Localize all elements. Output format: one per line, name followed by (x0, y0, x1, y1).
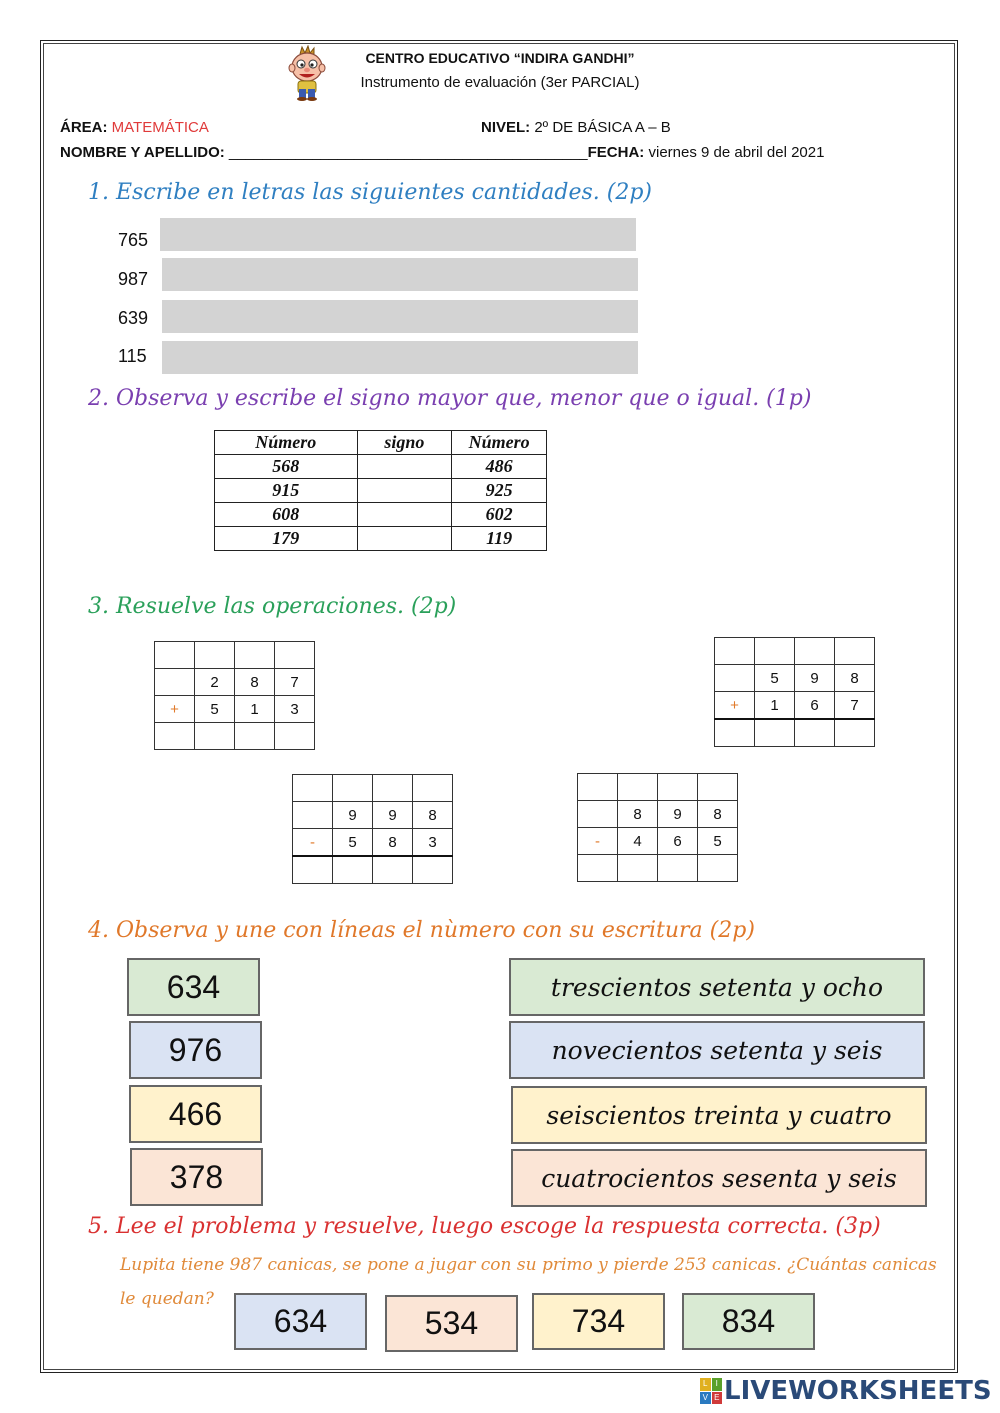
subtraction-grid (292, 774, 453, 884)
empty-cell (293, 802, 333, 829)
number-cell: 602 (452, 503, 547, 527)
digit-cell: 8 (413, 802, 453, 829)
logo-letter: V (700, 1392, 711, 1405)
question-4-title: 4. Observa y une con líneas el nùmero con su escritura (2p) (88, 918, 755, 943)
nombre-fecha-line (60, 144, 824, 161)
nivel-line (481, 119, 671, 136)
carry-cell[interactable] (578, 774, 618, 801)
result-cell[interactable] (715, 719, 755, 747)
q1-answer-field[interactable] (160, 218, 636, 251)
logo-letter: E (712, 1392, 723, 1405)
evaluation-subtitle: Instrumento de evaluación (3er PARCIAL) (360, 74, 640, 91)
result-cell[interactable] (373, 856, 413, 884)
table-row (215, 455, 547, 479)
minus-sign: - (578, 828, 618, 855)
number-cell: 915 (215, 479, 358, 503)
school-name: CENTRO EDUCATIVO “INDIRA GANDHI” (365, 50, 635, 66)
carry-cell[interactable] (715, 638, 755, 665)
match-number-box[interactable]: 976 (129, 1021, 262, 1079)
carry-cell[interactable] (698, 774, 738, 801)
digit-cell: 1 (755, 692, 795, 720)
liveworksheets-wordmark: LIVEWORKSHEETS (724, 1376, 992, 1406)
number-cell: 608 (215, 503, 358, 527)
digit-cell: 5 (698, 828, 738, 855)
carry-cell[interactable] (618, 774, 658, 801)
digit-cell: 3 (413, 829, 453, 857)
q1-answer-field[interactable] (162, 258, 638, 291)
q1-number: 639 (118, 308, 149, 328)
answer-option[interactable]: 634 (234, 1293, 367, 1350)
result-cell[interactable] (698, 855, 738, 882)
carry-cell[interactable] (373, 775, 413, 802)
fecha-label: FECHA: (587, 144, 645, 161)
header-cell: signo (357, 431, 452, 455)
table-row (215, 479, 547, 503)
result-cell[interactable] (755, 719, 795, 747)
area-line (60, 119, 209, 136)
table-header-row (215, 431, 547, 455)
number-cell: 568 (215, 455, 358, 479)
digit-cell: 7 (275, 669, 315, 696)
question-5-title: 5. Lee el problema y resuelve, luego escoge la respuesta correcta. (3p) (88, 1214, 881, 1239)
result-cell[interactable] (235, 723, 275, 750)
fecha-value: viernes 9 de abril del 2021 (648, 144, 825, 161)
answer-option[interactable]: 834 (682, 1293, 815, 1350)
answer-option[interactable]: 734 (532, 1293, 665, 1350)
result-cell[interactable] (293, 856, 333, 884)
result-cell[interactable] (155, 723, 195, 750)
number-cell: 119 (452, 527, 547, 551)
comparison-table (214, 430, 547, 551)
digit-cell: 8 (235, 669, 275, 696)
area-label: ÁREA: (60, 119, 108, 136)
match-word-box[interactable]: seiscientos treinta y cuatro (511, 1086, 927, 1144)
carry-cell[interactable] (658, 774, 698, 801)
problem-text-line-1: Lupita tiene 987 canicas, se pone a jugar con su primo y pierde 253 canicas. ¿Cuántas canicas (120, 1255, 937, 1275)
digit-cell: 6 (658, 828, 698, 855)
q1-number: 765 (118, 230, 149, 250)
match-number-box[interactable]: 634 (127, 958, 260, 1016)
problem-text-line-2: le quedan? (120, 1289, 214, 1309)
match-word-box[interactable]: trescientos setenta y ocho (509, 958, 925, 1016)
result-cell[interactable] (578, 855, 618, 882)
digit-cell: 9 (658, 801, 698, 828)
number-cell: 925 (452, 479, 547, 503)
q1-answer-field[interactable] (162, 300, 638, 333)
result-cell[interactable] (658, 855, 698, 882)
digit-cell: 8 (373, 829, 413, 857)
carry-cell[interactable] (155, 642, 195, 669)
minus-sign: - (293, 829, 333, 857)
result-cell[interactable] (195, 723, 235, 750)
answer-option[interactable]: 534 (385, 1295, 518, 1352)
digit-cell: 4 (618, 828, 658, 855)
header-cell: Número (215, 431, 358, 455)
nombre-field[interactable]: ___________________________________________ (228, 144, 588, 161)
carry-cell[interactable] (755, 638, 795, 665)
sign-cell[interactable] (357, 503, 452, 527)
match-word-box[interactable]: cuatrocientos sesenta y seis (511, 1149, 927, 1207)
sign-cell[interactable] (357, 479, 452, 503)
question-1-title: 1. Escribe en letras las siguientes cantidades. (2p) (88, 180, 652, 205)
result-cell[interactable] (275, 723, 315, 750)
nivel-label: NIVEL: (481, 119, 531, 136)
digit-cell: 3 (275, 696, 315, 723)
empty-cell (715, 665, 755, 692)
result-cell[interactable] (413, 856, 453, 884)
digit-cell: 9 (795, 665, 835, 692)
carry-cell[interactable] (413, 775, 453, 802)
q1-answer-field[interactable] (162, 341, 638, 374)
match-number-box[interactable]: 466 (129, 1085, 262, 1143)
digit-cell: 2 (195, 669, 235, 696)
addition-grid (154, 641, 315, 750)
area-value: MATEMÁTICA (111, 119, 209, 136)
digit-cell: 7 (835, 692, 875, 720)
digit-cell: 6 (795, 692, 835, 720)
digit-cell: 9 (373, 802, 413, 829)
result-cell[interactable] (795, 719, 835, 747)
digit-cell: 8 (618, 801, 658, 828)
carry-cell[interactable] (275, 642, 315, 669)
q1-number: 115 (118, 346, 147, 366)
logo-letter: L (700, 1378, 711, 1391)
empty-cell (578, 801, 618, 828)
table-row (215, 527, 547, 551)
carry-cell[interactable] (795, 638, 835, 665)
result-cell[interactable] (835, 719, 875, 747)
nombre-label: NOMBRE Y APELLIDO: (60, 144, 225, 161)
result-cell[interactable] (333, 856, 373, 884)
digit-cell: 8 (835, 665, 875, 692)
digit-cell: 5 (755, 665, 795, 692)
carry-cell[interactable] (333, 775, 373, 802)
question-3-title: 3. Resuelve las operaciones. (2p) (88, 594, 457, 619)
carry-cell[interactable] (235, 642, 275, 669)
logo-letter: I (712, 1378, 723, 1391)
liveworksheets-logo-icon (700, 1378, 722, 1404)
nivel-value: 2º DE BÁSICA A – B (534, 119, 671, 136)
sign-cell[interactable] (357, 455, 452, 479)
carry-cell[interactable] (293, 775, 333, 802)
plus-sign: + (155, 696, 195, 723)
digit-cell: 9 (333, 802, 373, 829)
sign-cell[interactable] (357, 527, 452, 551)
q1-number: 987 (118, 269, 149, 289)
liveworksheets-watermark (700, 1376, 992, 1406)
number-cell: 486 (452, 455, 547, 479)
subtraction-grid (577, 773, 738, 882)
digit-cell: 5 (195, 696, 235, 723)
match-word-box[interactable]: novecientos setenta y seis (509, 1021, 925, 1079)
digit-cell: 5 (333, 829, 373, 857)
header-cell: Número (452, 431, 547, 455)
digit-cell: 8 (698, 801, 738, 828)
number-cell: 179 (215, 527, 358, 551)
table-row (215, 503, 547, 527)
plus-sign: + (715, 692, 755, 720)
digit-cell: 1 (235, 696, 275, 723)
empty-cell (155, 669, 195, 696)
result-cell[interactable] (618, 855, 658, 882)
carry-cell[interactable] (835, 638, 875, 665)
carry-cell[interactable] (195, 642, 235, 669)
question-2-title: 2. Observa y escribe el signo mayor que, menor que o igual. (1p) (88, 386, 812, 411)
addition-grid (714, 637, 875, 747)
match-number-box[interactable]: 378 (130, 1148, 263, 1206)
